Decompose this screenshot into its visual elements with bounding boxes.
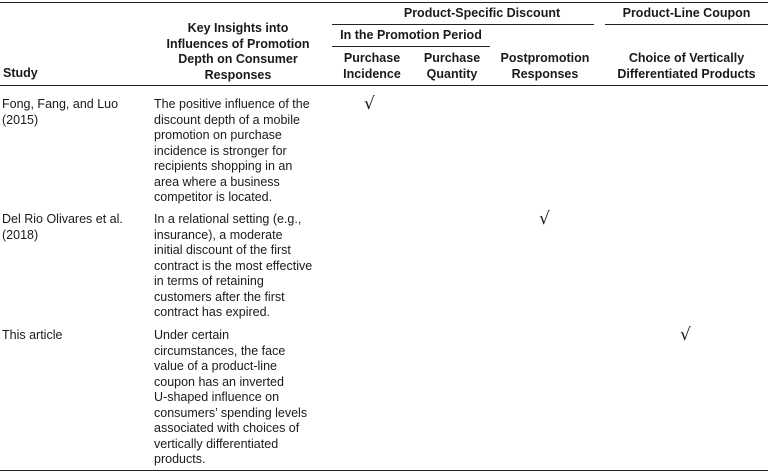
table-bottom-rule [0,470,768,471]
header-choice-vertical: Choice of Vertically Differentiated Products [617,51,756,81]
header-bottom-rule [0,85,768,86]
header-product-line-coupon: Product-Line Coupon [622,6,751,20]
header-in-promotion-period: In the Promotion Period [340,28,482,42]
row-1-check-mark: √ [364,94,375,114]
header-study: Study [3,66,38,80]
header-postpromotion-responses: Postpromotion Responses [500,51,590,81]
row-2-insight: In a relational setting (e.g., insurance), a moderate initial discount of the first contract is the most effective in terms of retaining customers after the first contract has expired. [154,212,313,319]
header-purchase-incidence: Purchase Incidence [343,51,401,81]
row-2-check-mark: √ [539,209,550,229]
row-1-study: Fong, Fang, and Luo (2015) [2,97,119,127]
header-product-specific-discount: Product-Specific Discount [403,6,561,20]
row-3-insight: Under certain circumstances, the face value of a product-line coupon has an inverted U-shaped influence on consumers’ spending levels associated with choices of vertically differentiated products. [154,328,308,466]
row-2-study: Del Rio Olivares et al. (2018) [2,212,123,242]
product-specific-underline [332,24,594,25]
row-3-check-mark: √ [680,325,691,345]
product-line-underline [605,24,768,25]
row-3-study: This article [2,328,63,342]
header-purchase-quantity: Purchase Quantity [423,51,481,81]
row-1-insight: The positive influence of the discount depth of a mobile promotion on purchase incidence is stronger for recipients shopping in an area where a business competitor is located. [154,97,310,204]
header-key-insights: Key Insights into Influences of Promotion Depth on Consumer Responses [166,21,310,82]
table-top-rule [0,2,768,3]
in-period-underline [332,46,490,47]
